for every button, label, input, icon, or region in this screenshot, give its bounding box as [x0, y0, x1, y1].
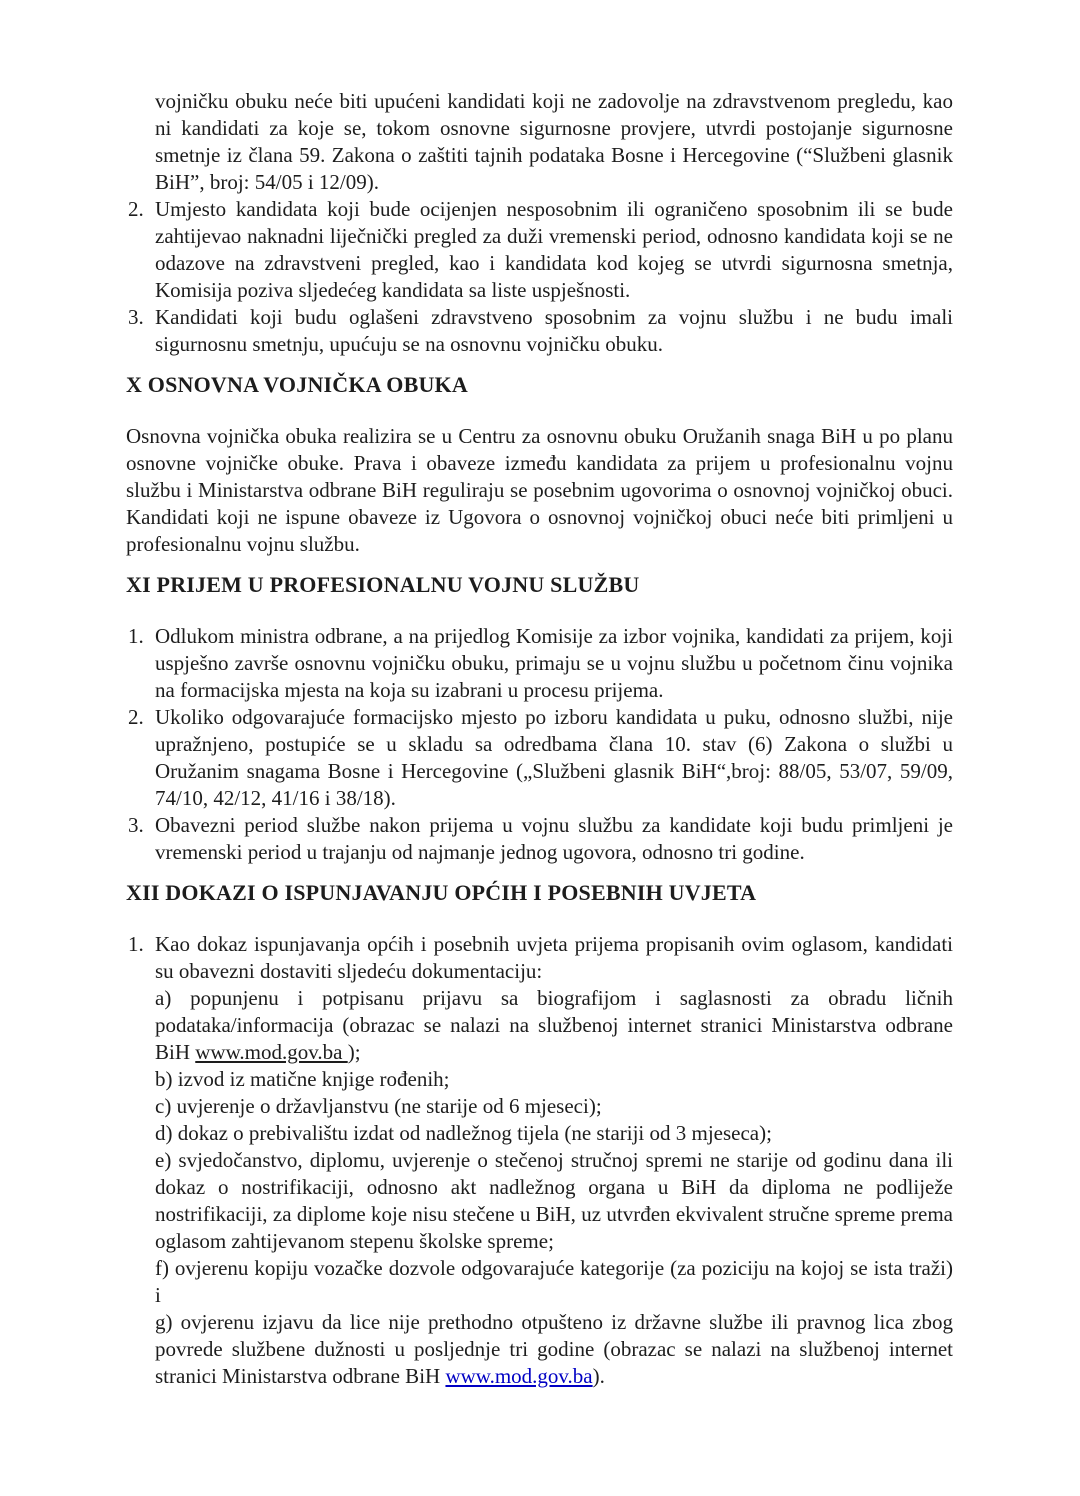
section-xii-heading: XII DOKAZI O ISPUNJAVANJU OPĆIH I POSEBNIH UVJETA: [126, 880, 757, 905]
list-item: [126, 812, 953, 866]
sub-item-b: b) izvod iz matične knjige rođenih;: [155, 1067, 450, 1091]
list-item-text: Obavezni period službe nakon prijema u vojnu službu za kandidate koji budu primljeni je vremenski period u trajanju od najmanje jednog ugovora, odnosno tri godine.: [155, 813, 953, 864]
sub-item-g-text-after: ).: [592, 1364, 605, 1388]
sub-item-d: d) dokaz o prebivalištu izdat od nadležnog tijela (ne stariji od 3 mjeseca);: [155, 1121, 772, 1145]
list-item-text: Kandidati koji budu oglašeni zdravstveno sposobnim za vojnu službu i ne budu imali sigurnosnu smetnju, upućuju se na osnovnu vojničku obuku.: [155, 305, 953, 356]
list-item-text: Odlukom ministra odbrane, a na prijedlog Komisije za izbor vojnika, kandidati za prijem, koji uspješno završe osnovnu vojničku obuku, primaju se u vojnu službu u početnom činu vojnika na formacijska mjesta na koja su izabrani u procesu prijema.: [155, 624, 953, 702]
list-item-number: 1.: [128, 624, 144, 648]
list-item-number: 1.: [128, 932, 144, 956]
list-item-number: 2.: [128, 705, 144, 729]
sub-item-g: [155, 1309, 953, 1390]
list-item: [126, 623, 953, 704]
list-item-number: 3.: [128, 305, 144, 329]
sub-item-g-text: g) ovjerenu izjavu da lice nije prethodno otpušteno iz državne službe ili pravnog lica zbog povrede službene dužnosti u posljednje tri godine (obrazac se nalazi na službenoj internet stranici Ministarstva odbrane BiH: [155, 1310, 953, 1388]
list-item-text: Ukoliko odgovarajuće formacijsko mjesto po izboru kandidata u puku, odnosno službi, nije upražnjeno, postupiće se u skladu sa odredbama člana 10. stav (6) Zakona o službi u Oružanim snagama Bosne i Hercegovine („Službeni glasnik BiH“,broj: 88/05, 53/07, 59/09, 74/10, 42/12, 41/16 i 38/18).: [155, 705, 953, 810]
sub-item-a-text-after: );: [347, 1040, 361, 1064]
list-item: [126, 931, 953, 1390]
sub-item-c: c) uvjerenje o državljanstvu (ne starije od 6 mjeseci);: [155, 1094, 602, 1118]
document-content: [126, 88, 953, 1390]
list-item-number: 3.: [128, 813, 144, 837]
sub-item-e: e) svjedočanstvo, diplomu, uvjerenje o stečenoj stručnoj spremi ne starije od godinu dana ili dokaz o nostrifikaciji, odnosno akt nadležnog organa u BiH da diploma ne podliježe nostrifikaciji, za diplome koje nisu stečene u BiH, uz utvrđen ekvivalent stručne spreme prema oglasom zahtijevanom stepenu školske spreme;: [155, 1148, 953, 1253]
list-item-continuation: vojničku obuku neće biti upućeni kandidati koji ne zadovolje na zdravstvenom pregledu, kao ni kandidati za koje se, tokom osnovne sigurnosne provjere, utvrdi postojanje sigurnosne smetnje iz člana 59. Zakona o zaštiti tajnih podataka Bosne i Hercegovine (“Službeni glasnik BiH”, broj: 54/05 i 12/09).: [155, 89, 953, 194]
section-xi-heading: XI PRIJEM U PROFESIONALNU VOJNU SLUŽBU: [126, 572, 640, 597]
list-item: [126, 304, 953, 358]
sub-item-f: f) ovjerenu kopiju vozačke dozvole odgovarajuće kategorije (za poziciju na kojoj se ista traži) i: [155, 1256, 953, 1307]
list-item: [126, 704, 953, 812]
section-x-heading: X OSNOVNA VOJNIČKA OBUKA: [126, 372, 468, 397]
list-item-number: 2.: [128, 197, 144, 221]
list-item-lead: Kao dokaz ispunjavanja općih i posebnih uvjeta prijema propisanih ovim oglasom, kandidati su obavezni dostaviti sljedeću dokumentaciju:: [155, 932, 953, 983]
sub-item-a: [155, 985, 953, 1066]
section-x-paragraph: Osnovna vojnička obuka realizira se u Centru za osnovnu obuku Oružanih snaga BiH u po planu osnovne vojničke obuke. Prava i obaveze između kandidata za prijem u profesionalnu vojnu službu i Ministarstva odbrane BiH reguliraju se posebnim ugovorima o osnovnoj vojničkoj obuci. Kandidati koji ne ispune obaveze iz Ugovora o osnovnoj vojničkoj obuci neće biti primljeni u profesionalnu vojnu službu.: [126, 424, 953, 556]
mod-gov-ba-link[interactable]: www.mod.gov.ba: [195, 1040, 348, 1064]
mod-gov-ba-link-blue[interactable]: www.mod.gov.ba: [445, 1364, 593, 1388]
sub-item-a-text: a) popunjenu i potpisanu prijavu sa biografijom i saglasnosti za obradu ličnih podataka/informacija (obrazac se nalazi na službenoj internet stranici Ministarstva odbrane BiH: [155, 986, 953, 1064]
list-item: [126, 196, 953, 304]
list-item-text: Umjesto kandidata koji bude ocijenjen nesposobnim ili ograničeno sposobnim ili se bude zahtijevao naknadni liječnički pregled za duži vremenski period, odnosno kandidata koji se ne odazove na zdravstveni pregled, kao i kandidata kod kojeg se utvrdi sigurnosna smetnja, Komisija poziva sljedećeg kandidata sa liste uspješnosti.: [155, 197, 953, 302]
